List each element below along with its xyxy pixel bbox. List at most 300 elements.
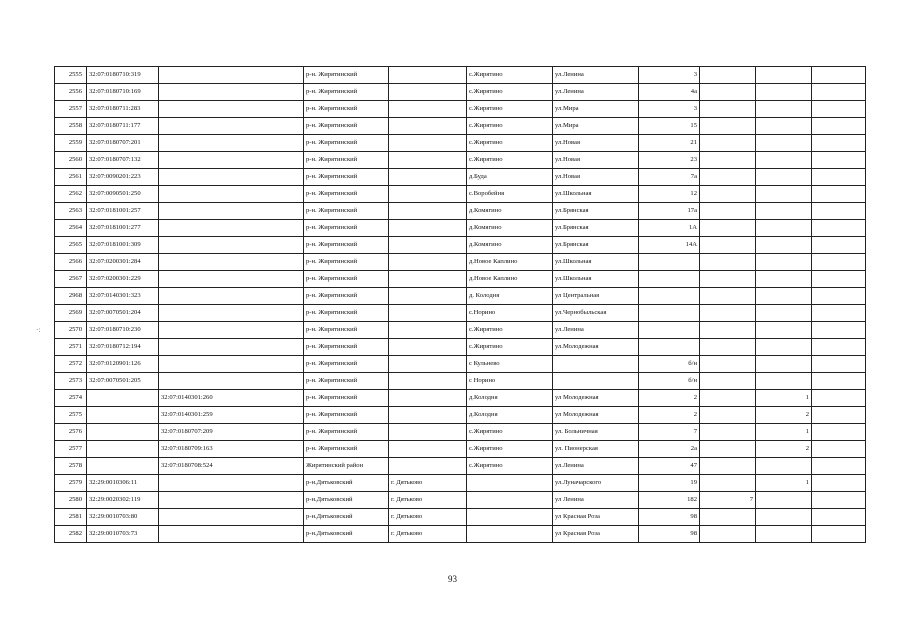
- parent-cadastral-number-cell: [159, 271, 304, 288]
- town-cell: [389, 322, 467, 339]
- cadastral-number-cell: 32:29:0010703:73: [87, 526, 159, 543]
- street-cell: ул Красная Роза: [553, 526, 639, 543]
- district-cell: р-н. Жирятинский: [304, 271, 389, 288]
- table-row: [55, 288, 866, 305]
- apartment-cell: [700, 322, 756, 339]
- extra-number-cell: [756, 526, 812, 543]
- house-number-cell: [639, 288, 700, 305]
- row-number-cell: 2570: [55, 322, 87, 339]
- street-cell: ул.Школьная: [553, 186, 639, 203]
- property-register-table: [54, 66, 866, 543]
- parent-cadastral-number-cell: [159, 237, 304, 254]
- apartment-cell: [700, 390, 756, 407]
- district-cell: р-н.Дятьковский: [304, 492, 389, 509]
- parent-cadastral-number-cell: [159, 169, 304, 186]
- street-cell: ул.Ленина: [553, 322, 639, 339]
- settlement-cell: д. Колодня: [467, 288, 553, 305]
- district-cell: Жирятинский район: [304, 458, 389, 475]
- cadastral-number-cell: [87, 441, 159, 458]
- district-cell: р-н. Жирятинский: [304, 288, 389, 305]
- row-number-cell: 2565: [55, 237, 87, 254]
- empty-cell: [812, 475, 866, 492]
- district-cell: р-н. Жирятинский: [304, 101, 389, 118]
- settlement-cell: [467, 526, 553, 543]
- extra-number-cell: [756, 492, 812, 509]
- row-number-cell: 2556: [55, 84, 87, 101]
- district-cell: р-н. Жирятинский: [304, 441, 389, 458]
- row-number-cell: 2581: [55, 509, 87, 526]
- cadastral-number-cell: [87, 458, 159, 475]
- town-cell: г. Дятьково: [389, 509, 467, 526]
- street-cell: ул. Пионерская: [553, 441, 639, 458]
- town-cell: [389, 339, 467, 356]
- town-cell: г. Дятьково: [389, 475, 467, 492]
- row-number-cell: 2555: [55, 67, 87, 84]
- town-cell: [389, 271, 467, 288]
- house-number-cell: 98: [639, 526, 700, 543]
- parent-cadastral-number-cell: [159, 254, 304, 271]
- street-cell: ул.Брянская: [553, 237, 639, 254]
- town-cell: [389, 67, 467, 84]
- extra-number-cell: 2: [756, 407, 812, 424]
- empty-cell: [812, 271, 866, 288]
- extra-number-cell: 2: [756, 441, 812, 458]
- row-number-cell: 2569: [55, 305, 87, 322]
- street-cell: ул. Больничная: [553, 424, 639, 441]
- settlement-cell: с.Жирятино: [467, 424, 553, 441]
- settlement-cell: с.Жирятино: [467, 339, 553, 356]
- district-cell: р-н. Жирятинский: [304, 220, 389, 237]
- table-row: [55, 254, 866, 271]
- settlement-cell: с Кульнево: [467, 356, 553, 373]
- settlement-cell: с.Жирятино: [467, 458, 553, 475]
- row-number-cell: 2580: [55, 492, 87, 509]
- cadastral-number-cell: 32:07:0181001:309: [87, 237, 159, 254]
- extra-number-cell: [756, 322, 812, 339]
- parent-cadastral-number-cell: [159, 67, 304, 84]
- settlement-cell: д.Комягино: [467, 203, 553, 220]
- street-cell: ул.Молодежная: [553, 339, 639, 356]
- district-cell: р-н.Дятьковский: [304, 509, 389, 526]
- row-number-cell: 2582: [55, 526, 87, 543]
- extra-number-cell: [756, 458, 812, 475]
- empty-cell: [812, 509, 866, 526]
- district-cell: р-н.Дятьковский: [304, 475, 389, 492]
- apartment-cell: [700, 254, 756, 271]
- table-row: [55, 67, 866, 84]
- parent-cadastral-number-cell: [159, 186, 304, 203]
- town-cell: [389, 373, 467, 390]
- house-number-cell: 98: [639, 509, 700, 526]
- house-number-cell: 17а: [639, 203, 700, 220]
- street-cell: ул Молодежная: [553, 407, 639, 424]
- apartment-cell: [700, 67, 756, 84]
- table-row: [55, 458, 866, 475]
- settlement-cell: с.Норино: [467, 305, 553, 322]
- table-row: [55, 492, 866, 509]
- table-row: [55, 220, 866, 237]
- parent-cadastral-number-cell: [159, 152, 304, 169]
- table-row: [55, 356, 866, 373]
- empty-cell: [812, 169, 866, 186]
- extra-number-cell: 1: [756, 424, 812, 441]
- apartment-cell: [700, 203, 756, 220]
- street-cell: ул.Новая: [553, 135, 639, 152]
- street-cell: ул.Брянская: [553, 203, 639, 220]
- extra-number-cell: [756, 152, 812, 169]
- row-number-cell: 2579: [55, 475, 87, 492]
- cadastral-number-cell: 32:07:0200301:284: [87, 254, 159, 271]
- house-number-cell: 3: [639, 67, 700, 84]
- parent-cadastral-number-cell: 32:07:0140301:260: [159, 390, 304, 407]
- settlement-cell: д.Колодня: [467, 390, 553, 407]
- street-cell: ул.Ленина: [553, 458, 639, 475]
- street-cell: [553, 356, 639, 373]
- empty-cell: [812, 492, 866, 509]
- town-cell: [389, 186, 467, 203]
- apartment-cell: [700, 356, 756, 373]
- cadastral-number-cell: 32:07:0140301:323: [87, 288, 159, 305]
- apartment-cell: [700, 84, 756, 101]
- extra-number-cell: [756, 135, 812, 152]
- table-row: [55, 305, 866, 322]
- street-cell: ул.Чернобыльская: [553, 305, 639, 322]
- empty-cell: [812, 390, 866, 407]
- empty-cell: [812, 305, 866, 322]
- settlement-cell: д.Комягино: [467, 237, 553, 254]
- table-row: [55, 118, 866, 135]
- cadastral-number-cell: 32:07:0090501:250: [87, 186, 159, 203]
- town-cell: [389, 254, 467, 271]
- table-row: [55, 526, 866, 543]
- settlement-cell: с.Жирятино: [467, 101, 553, 118]
- extra-number-cell: [756, 237, 812, 254]
- table-row: [55, 203, 866, 220]
- row-number-cell: 2574: [55, 390, 87, 407]
- parent-cadastral-number-cell: [159, 84, 304, 101]
- house-number-cell: 182: [639, 492, 700, 509]
- row-number-cell: 2567: [55, 271, 87, 288]
- cadastral-number-cell: 32:07:0180710:169: [87, 84, 159, 101]
- parent-cadastral-number-cell: [159, 509, 304, 526]
- town-cell: [389, 84, 467, 101]
- town-cell: г. Дятьково: [389, 526, 467, 543]
- table-row: [55, 373, 866, 390]
- parent-cadastral-number-cell: [159, 305, 304, 322]
- town-cell: [389, 424, 467, 441]
- empty-cell: [812, 84, 866, 101]
- parent-cadastral-number-cell: [159, 373, 304, 390]
- district-cell: р-н. Жирятинский: [304, 186, 389, 203]
- extra-number-cell: [756, 271, 812, 288]
- table-row: [55, 475, 866, 492]
- cadastral-number-cell: 32:07:0180711:177: [87, 118, 159, 135]
- extra-number-cell: [756, 339, 812, 356]
- row-number-cell: 2571: [55, 339, 87, 356]
- cadastral-number-cell: [87, 390, 159, 407]
- empty-cell: [812, 237, 866, 254]
- house-number-cell: [639, 322, 700, 339]
- apartment-cell: [700, 152, 756, 169]
- parent-cadastral-number-cell: 32:07:0180707:209: [159, 424, 304, 441]
- cadastral-number-cell: 32:29:0020302:119: [87, 492, 159, 509]
- town-cell: [389, 169, 467, 186]
- row-number-cell: 2564: [55, 220, 87, 237]
- empty-cell: [812, 135, 866, 152]
- district-cell: р-н. Жирятинский: [304, 203, 389, 220]
- house-number-cell: 15: [639, 118, 700, 135]
- district-cell: р-н. Жирятинский: [304, 135, 389, 152]
- parent-cadastral-number-cell: [159, 475, 304, 492]
- row-number-cell: 2562: [55, 186, 87, 203]
- house-number-cell: 7а: [639, 169, 700, 186]
- empty-cell: [812, 322, 866, 339]
- town-cell: [389, 407, 467, 424]
- house-number-cell: 2: [639, 390, 700, 407]
- table-row: [55, 424, 866, 441]
- settlement-cell: д.Буда: [467, 169, 553, 186]
- town-cell: [389, 101, 467, 118]
- cadastral-number-cell: 32:07:0090201:223: [87, 169, 159, 186]
- table-row: [55, 152, 866, 169]
- table-row: [55, 186, 866, 203]
- settlement-cell: д.Новое Каплино: [467, 254, 553, 271]
- apartment-cell: [700, 509, 756, 526]
- house-number-cell: 19: [639, 475, 700, 492]
- street-cell: ул.Школьная: [553, 254, 639, 271]
- apartment-cell: [700, 271, 756, 288]
- district-cell: р-н. Жирятинский: [304, 84, 389, 101]
- street-cell: ул Центральная: [553, 288, 639, 305]
- apartment-cell: [700, 407, 756, 424]
- house-number-cell: [639, 305, 700, 322]
- extra-number-cell: [756, 84, 812, 101]
- parent-cadastral-number-cell: [159, 203, 304, 220]
- house-number-cell: 47: [639, 458, 700, 475]
- house-number-cell: 12: [639, 186, 700, 203]
- settlement-cell: д.Комягино: [467, 220, 553, 237]
- town-cell: [389, 356, 467, 373]
- street-cell: ул.Мира: [553, 101, 639, 118]
- settlement-cell: с.Жирятино: [467, 135, 553, 152]
- street-cell: ул.Брянская: [553, 220, 639, 237]
- cadastral-number-cell: 32:07:0180711:283: [87, 101, 159, 118]
- table-row: [55, 169, 866, 186]
- district-cell: р-н. Жирятинский: [304, 322, 389, 339]
- row-number-cell: 2575: [55, 407, 87, 424]
- row-number-cell: 2566: [55, 254, 87, 271]
- street-cell: ул.Ленина: [553, 67, 639, 84]
- table-row: [55, 322, 866, 339]
- street-cell: ул Молодежная: [553, 390, 639, 407]
- cadastral-number-cell: 32:29:0010306:11: [87, 475, 159, 492]
- empty-cell: [812, 254, 866, 271]
- empty-cell: [812, 203, 866, 220]
- house-number-cell: 1А: [639, 220, 700, 237]
- settlement-cell: с.Жирятино: [467, 441, 553, 458]
- settlement-cell: [467, 509, 553, 526]
- parent-cadastral-number-cell: [159, 492, 304, 509]
- extra-number-cell: [756, 67, 812, 84]
- row-number-cell: 2557: [55, 101, 87, 118]
- apartment-cell: [700, 186, 756, 203]
- settlement-cell: д.Колодня: [467, 407, 553, 424]
- district-cell: р-н. Жирятинский: [304, 373, 389, 390]
- cadastral-number-cell: 32:07:0070501:205: [87, 373, 159, 390]
- cadastral-number-cell: 32:07:0180710:319: [87, 67, 159, 84]
- district-cell: р-н. Жирятинский: [304, 424, 389, 441]
- table-row: [55, 509, 866, 526]
- town-cell: [389, 390, 467, 407]
- extra-number-cell: [756, 305, 812, 322]
- district-cell: р-н. Жирятинский: [304, 390, 389, 407]
- row-number-cell: 2558: [55, 118, 87, 135]
- street-cell: ул Ленина: [553, 492, 639, 509]
- district-cell: р-н. Жирятинский: [304, 339, 389, 356]
- table-row: [55, 237, 866, 254]
- table-row: [55, 101, 866, 118]
- apartment-cell: [700, 220, 756, 237]
- table-row: [55, 84, 866, 101]
- district-cell: р-н.Дятьковский: [304, 526, 389, 543]
- table-row: [55, 271, 866, 288]
- cadastral-number-cell: [87, 407, 159, 424]
- district-cell: р-н. Жирятинский: [304, 356, 389, 373]
- row-number-cell: 2578: [55, 458, 87, 475]
- margin-mark: ·:: [36, 326, 41, 334]
- apartment-cell: [700, 237, 756, 254]
- empty-cell: [812, 152, 866, 169]
- empty-cell: [812, 186, 866, 203]
- extra-number-cell: 1: [756, 390, 812, 407]
- apartment-cell: [700, 475, 756, 492]
- cadastral-number-cell: 32:07:0180712:194: [87, 339, 159, 356]
- parent-cadastral-number-cell: [159, 288, 304, 305]
- town-cell: [389, 220, 467, 237]
- parent-cadastral-number-cell: 32:07:0140301:259: [159, 407, 304, 424]
- empty-cell: [812, 373, 866, 390]
- town-cell: [389, 118, 467, 135]
- house-number-cell: 14А: [639, 237, 700, 254]
- street-cell: ул.Ленина: [553, 84, 639, 101]
- empty-cell: [812, 339, 866, 356]
- cadastral-number-cell: 32:07:0070501:204: [87, 305, 159, 322]
- extra-number-cell: [756, 254, 812, 271]
- extra-number-cell: [756, 169, 812, 186]
- house-number-cell: [639, 271, 700, 288]
- settlement-cell: [467, 475, 553, 492]
- cadastral-number-cell: 32:07:0180707:132: [87, 152, 159, 169]
- row-number-cell: 2968: [55, 288, 87, 305]
- parent-cadastral-number-cell: [159, 339, 304, 356]
- cadastral-number-cell: [87, 424, 159, 441]
- extra-number-cell: [756, 509, 812, 526]
- extra-number-cell: [756, 356, 812, 373]
- empty-cell: [812, 407, 866, 424]
- empty-cell: [812, 288, 866, 305]
- house-number-cell: [639, 339, 700, 356]
- row-number-cell: 2576: [55, 424, 87, 441]
- apartment-cell: [700, 101, 756, 118]
- extra-number-cell: 1: [756, 475, 812, 492]
- extra-number-cell: [756, 288, 812, 305]
- house-number-cell: 2а: [639, 441, 700, 458]
- town-cell: [389, 441, 467, 458]
- parent-cadastral-number-cell: [159, 118, 304, 135]
- cadastral-number-cell: 32:07:0200301:229: [87, 271, 159, 288]
- settlement-cell: с.Жирятино: [467, 118, 553, 135]
- parent-cadastral-number-cell: [159, 356, 304, 373]
- extra-number-cell: [756, 101, 812, 118]
- street-cell: ул.Луначарского: [553, 475, 639, 492]
- row-number-cell: 2573: [55, 373, 87, 390]
- apartment-cell: [700, 169, 756, 186]
- empty-cell: [812, 356, 866, 373]
- apartment-cell: [700, 424, 756, 441]
- apartment-cell: [700, 135, 756, 152]
- town-cell: [389, 152, 467, 169]
- page-number: 93: [448, 574, 457, 584]
- house-number-cell: 23: [639, 152, 700, 169]
- parent-cadastral-number-cell: [159, 135, 304, 152]
- settlement-cell: с.Жирятино: [467, 152, 553, 169]
- cadastral-number-cell: 32:29:0010703:80: [87, 509, 159, 526]
- apartment-cell: [700, 118, 756, 135]
- extra-number-cell: [756, 373, 812, 390]
- street-cell: ул.Школьная: [553, 271, 639, 288]
- row-number-cell: 2561: [55, 169, 87, 186]
- town-cell: [389, 288, 467, 305]
- table-row: [55, 339, 866, 356]
- settlement-cell: с.Жирятино: [467, 322, 553, 339]
- empty-cell: [812, 101, 866, 118]
- district-cell: р-н. Жирятинский: [304, 118, 389, 135]
- district-cell: р-н. Жирятинский: [304, 237, 389, 254]
- table-row: [55, 441, 866, 458]
- town-cell: [389, 237, 467, 254]
- apartment-cell: [700, 441, 756, 458]
- extra-number-cell: [756, 203, 812, 220]
- street-cell: ул.Новая: [553, 169, 639, 186]
- house-number-cell: 2: [639, 407, 700, 424]
- apartment-cell: [700, 339, 756, 356]
- district-cell: р-н. Жирятинский: [304, 152, 389, 169]
- district-cell: р-н. Жирятинский: [304, 407, 389, 424]
- cadastral-number-cell: 32:07:0181001:257: [87, 203, 159, 220]
- settlement-cell: с.Жирятино: [467, 67, 553, 84]
- house-number-cell: 3: [639, 101, 700, 118]
- extra-number-cell: [756, 118, 812, 135]
- town-cell: [389, 458, 467, 475]
- street-cell: ул.Мира: [553, 118, 639, 135]
- town-cell: [389, 203, 467, 220]
- row-number-cell: 2563: [55, 203, 87, 220]
- empty-cell: [812, 526, 866, 543]
- house-number-cell: 21: [639, 135, 700, 152]
- cadastral-number-cell: 32:07:0120901:126: [87, 356, 159, 373]
- table-row: [55, 390, 866, 407]
- town-cell: г. Дятьково: [389, 492, 467, 509]
- apartment-cell: [700, 373, 756, 390]
- apartment-cell: [700, 526, 756, 543]
- row-number-cell: 2559: [55, 135, 87, 152]
- house-number-cell: 4а: [639, 84, 700, 101]
- parent-cadastral-number-cell: [159, 101, 304, 118]
- empty-cell: [812, 424, 866, 441]
- settlement-cell: с Норино: [467, 373, 553, 390]
- town-cell: [389, 135, 467, 152]
- cadastral-number-cell: 32:07:0181001:277: [87, 220, 159, 237]
